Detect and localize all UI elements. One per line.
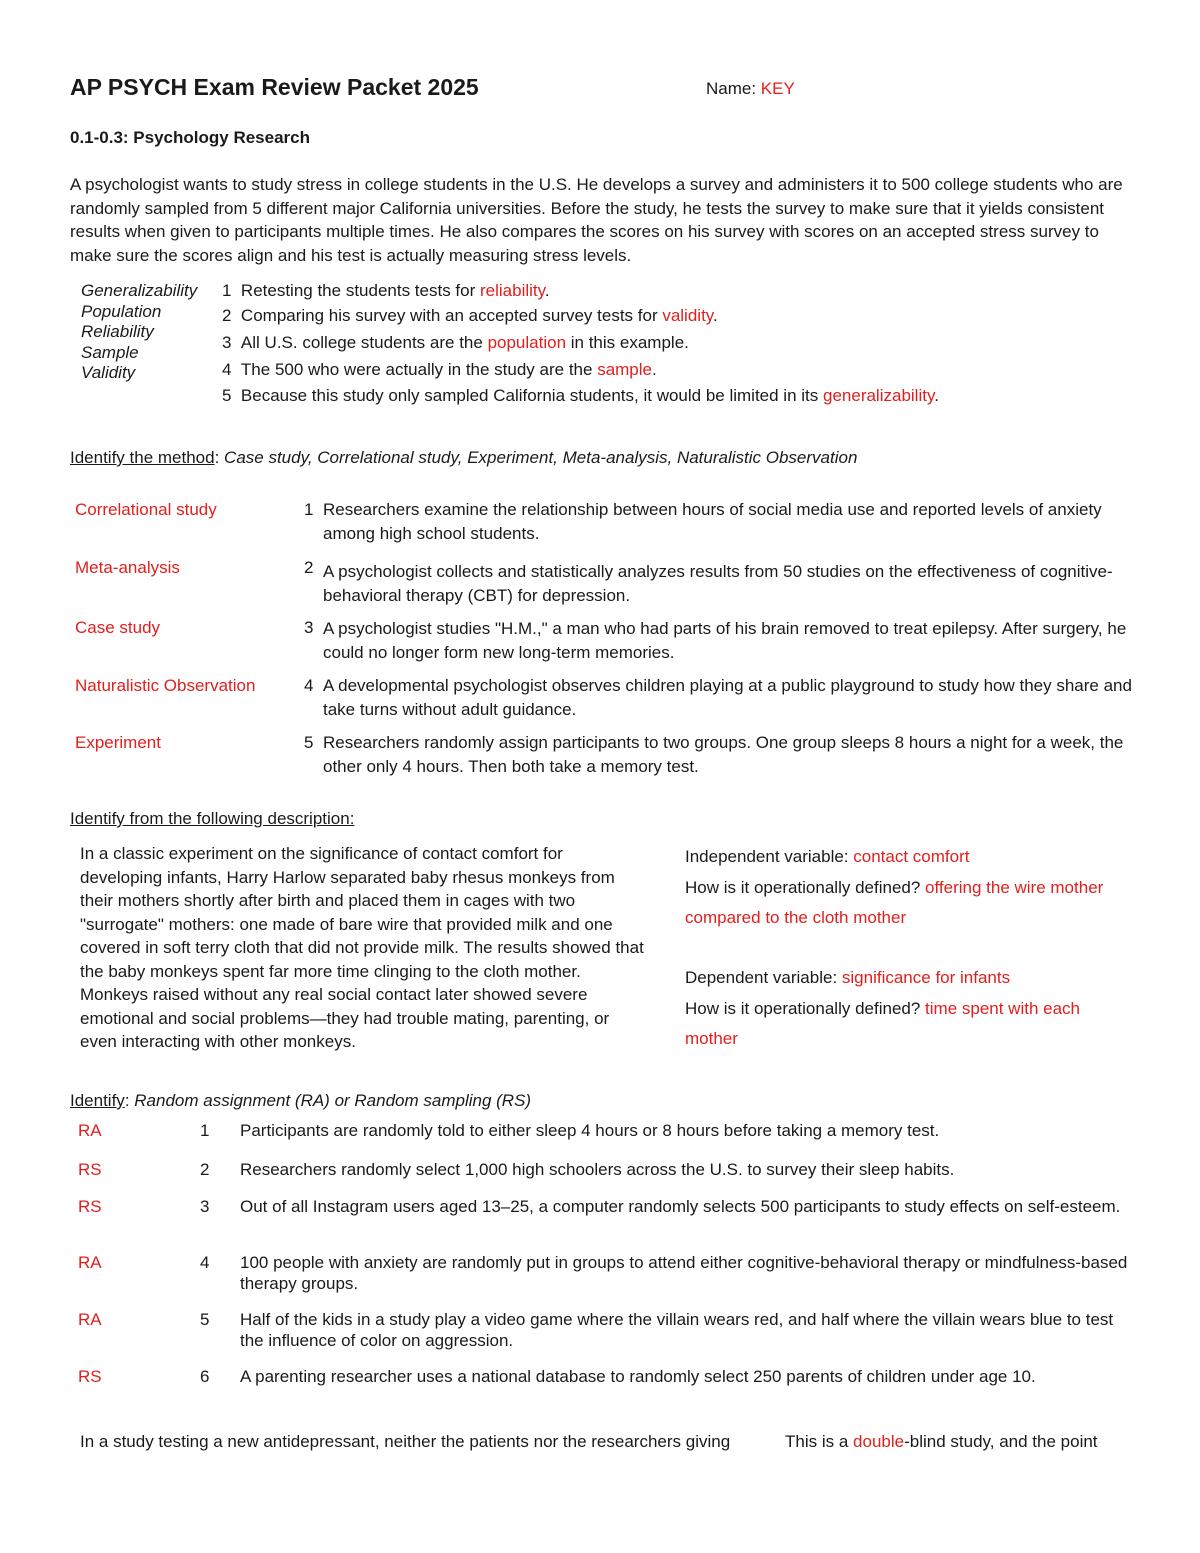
sampling-answer: RS — [78, 1367, 102, 1386]
description-heading: Identify from the following description: — [70, 809, 355, 828]
page-title: AP PSYCH Exam Review Packet 2025 — [70, 74, 479, 100]
item-text: All U.S. college students are the — [240, 333, 488, 352]
blind-answer: double — [853, 1432, 905, 1451]
item-text-end: . — [713, 306, 718, 325]
item-number: 3 — [222, 333, 232, 352]
item-number: 4 — [222, 360, 232, 379]
blind-text-end: -blind study, and the point — [904, 1432, 1098, 1451]
dv-operational-label: How is it operationally defined? — [685, 998, 926, 1018]
method-number: 5 — [304, 733, 314, 752]
item-answer: validity — [662, 306, 714, 325]
word-bank-item: Validity — [81, 363, 136, 382]
word-bank — [81, 281, 197, 384]
dv-operational-value: time spent with each mother — [685, 998, 1080, 1048]
research-item — [222, 386, 939, 406]
item-text: Comparing his survey with an accepted survey tests for — [240, 306, 663, 325]
sampling-label: Identify — [70, 1091, 125, 1110]
research-item — [222, 333, 689, 353]
sampling-instructions — [70, 1091, 531, 1111]
method-item-text: Researchers randomly assign participants to two groups. One group sleeps 8 hours a night for a week, the other only 4 hours. Then both take a memory test. — [323, 733, 1124, 776]
sampling-answer: RS — [78, 1197, 102, 1216]
word-bank-item: Reliability — [81, 322, 154, 341]
item-text-end: . — [934, 386, 939, 405]
method-item-text: Researchers examine the relationship between hours of social media use and reported levels of anxiety among high school students. — [323, 500, 1102, 543]
item-text: Because this study only sampled California students, it would be limited in its — [240, 386, 823, 405]
item-number: 5 — [222, 386, 232, 405]
iv-label: Independent variable: — [685, 847, 854, 866]
sampling-item-text: 100 people with anxiety are randomly put in groups to attend either cognitive-behavioral therapy or mindfulness-based therapy groups. — [240, 1253, 1128, 1293]
method-label: Identify the method — [70, 448, 215, 467]
harlow-passage: In a classic experiment on the significance of contact comfort for developing infants, Harry Harlow separated baby rhesus monkeys from their mothers shortly after birth and placed them in cages with two "surrogate" mothers: one made of bare wire that provided milk and one covered in soft terry cloth that did not provide milk. The results showed that the baby monkeys spent far more time clinging to the cloth mother. Monkeys raised without any real social contact later showed severe emotional and social problems—they had trouble mating, parenting, or even interacting with other monkeys. — [80, 844, 644, 1051]
word-bank-item: Generalizability — [81, 281, 198, 300]
method-number: 3 — [304, 618, 314, 637]
sampling-number: 1 — [200, 1121, 210, 1140]
method-instructions — [70, 448, 857, 468]
item-text: The 500 who were actually in the study are the — [240, 360, 598, 379]
method-answer: Case study — [75, 618, 161, 637]
method-item-text: A psychologist studies "H.M.," a man who had parts of his brain removed to treat epilepsy. After surgery, he could no longer form new long-term memories. — [323, 619, 1127, 662]
item-text: Retesting the students tests for — [240, 281, 480, 300]
item-text-end: . — [544, 281, 550, 300]
research-item — [222, 281, 550, 301]
sampling-colon: : — [124, 1091, 135, 1110]
method-answer: Naturalistic Observation — [75, 676, 256, 695]
iv-value: contact comfort — [853, 847, 970, 866]
method-colon: : — [214, 448, 225, 467]
method-answer: Correlational study — [75, 500, 217, 519]
sampling-number: 3 — [200, 1197, 210, 1216]
iv-operational-value: offering the wire mother compared to the cloth mother — [685, 877, 1104, 927]
sampling-number: 4 — [200, 1253, 210, 1272]
word-bank-item: Population — [81, 301, 162, 321]
blind-study-answer — [785, 1432, 1098, 1452]
sampling-number: 5 — [200, 1310, 210, 1329]
dv-block — [685, 963, 1125, 1055]
sampling-number: 6 — [200, 1367, 210, 1386]
antidepressant-passage: In a study testing a new antidepressant, neither the patients nor the researchers giving — [80, 1432, 731, 1451]
method-answer: Meta-analysis — [75, 558, 180, 577]
sampling-answer: RA — [78, 1310, 102, 1329]
item-number: 1 — [222, 281, 232, 300]
method-number: 2 — [304, 558, 314, 577]
sampling-item-text: Out of all Instagram users aged 13–25, a computer randomly selects 500 participants to study effects on self-esteem. — [240, 1197, 1121, 1216]
item-number: 2 — [222, 306, 232, 325]
method-item-text: A psychologist collects and statistically analyzes results from 50 studies on the effectiveness of cognitive-behavioral therapy (CBT) for depression. — [323, 562, 1113, 605]
name-label: Name: — [706, 79, 761, 98]
research-paragraph: A psychologist wants to study stress in college students in the U.S. He develops a survey and administers it to 500 college students who are randomly sampled from 5 different major California universities. Before the study, he tests the survey to make sure that it yields consistent results when given to participants multiple times. He also compares the scores on his survey with scores on an accepted stress survey to make sure the scores align and his test is actually measuring stress levels. — [70, 175, 1123, 265]
item-answer: generalizability — [823, 386, 935, 405]
item-answer: population — [487, 333, 567, 352]
section-heading-research: 0.1-0.3: Psychology Research — [70, 128, 311, 147]
name-value: KEY — [760, 79, 795, 98]
sampling-answer: RS — [78, 1160, 102, 1179]
research-item — [222, 360, 657, 380]
sampling-options: Random assignment (RA) or Random sampling (RS) — [134, 1091, 532, 1110]
iv-block — [685, 842, 1125, 934]
sampling-item-text: A parenting researcher uses a national database to randomly select 250 parents of children under age 10. — [240, 1367, 1036, 1386]
sampling-answer: RA — [78, 1121, 102, 1140]
sampling-item-text: Participants are randomly told to either sleep 4 hours or 8 hours before taking a memory test. — [240, 1121, 940, 1140]
item-text-end: . — [652, 360, 657, 379]
sampling-answer: RA — [78, 1253, 102, 1272]
method-options: Case study, Correlational study, Experiment, Meta-analysis, Naturalistic Observation — [224, 448, 858, 467]
research-item — [222, 306, 718, 326]
method-answer: Experiment — [75, 733, 161, 752]
method-item-text: A developmental psychologist observes children playing at a public playground to study how they share and take turns without adult guidance. — [323, 676, 1132, 719]
item-answer: reliability — [480, 281, 545, 300]
blind-text-start: This is a — [785, 1432, 854, 1451]
method-number: 4 — [304, 676, 314, 695]
name-field — [706, 79, 795, 99]
sampling-item-text: Researchers randomly select 1,000 high schoolers across the U.S. to survey their sleep habits. — [240, 1160, 955, 1179]
dv-value: significance for infants — [841, 968, 1011, 987]
item-answer: sample — [597, 360, 652, 379]
item-text-end: in this example. — [566, 333, 689, 352]
method-number: 1 — [304, 500, 314, 519]
word-bank-item: Sample — [81, 342, 139, 362]
iv-operational-label: How is it operationally defined? — [685, 877, 926, 897]
dv-label: Dependent variable: — [685, 968, 842, 987]
sampling-item-text: Half of the kids in a study play a video game where the villain wears red, and half where the villain wears blue to test the influence of color on aggression. — [240, 1310, 1114, 1350]
sampling-number: 2 — [200, 1160, 210, 1179]
